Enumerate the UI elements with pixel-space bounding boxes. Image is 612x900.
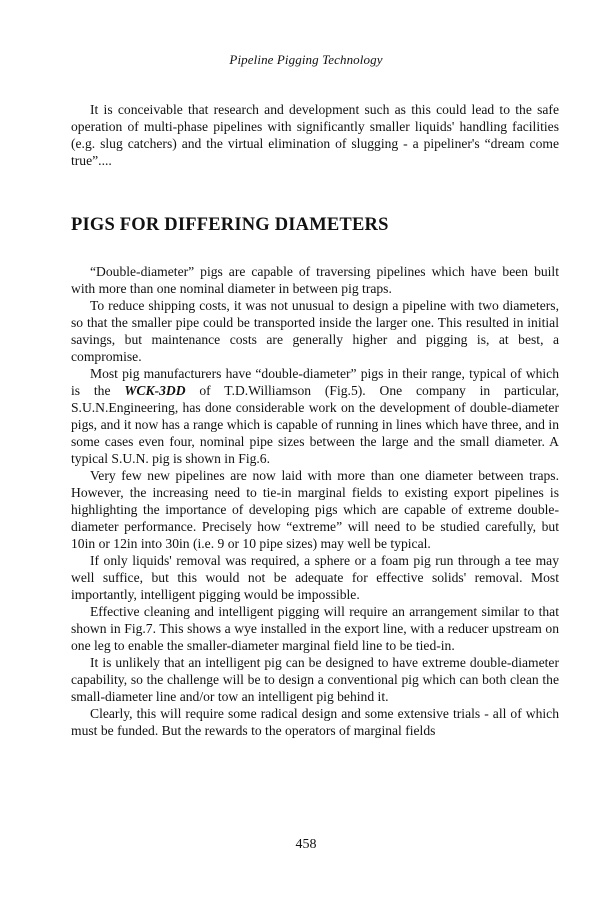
intro-text — [71, 101, 559, 169]
paragraph-4: Very few new pipelines are now laid with more than one diameter between traps. However, the increasing need to tie-in marginal fields to existing export pipelines is highlighting the importance of developing pigs which are capable of extreme double-diameter performance. Precisely how “extreme” will need to be studied carefully, but 10in or 12in into 30in (i.e. 9 or 10 pipe sizes) may well be typical. — [71, 468, 559, 551]
paragraph-2: To reduce shipping costs, it was not unusual to design a pipeline with two diameters, so that the smaller pipe could be transported inside the larger one. This resulted in initial savings, but maintenance costs are generally higher and pigging is, at best, a compromise. — [71, 298, 559, 364]
paragraph-3-lead: Most pig manufacturers have “double-diameter” pigs in their range, typical of which is the — [71, 366, 559, 398]
running-header: Pipeline Pigging Technology — [229, 52, 383, 67]
section-body — [71, 263, 559, 739]
paragraph-6: Effective cleaning and intelligent pigging will require an arrangement similar to that shown in Fig.7. This shows a wye installed in the export line, with a reducer upstream on one leg to enable the smaller-diameter marginal field line to be tied-in. — [71, 604, 559, 653]
paragraph-8: Clearly, this will require some radical design and some extensive trials - all of which must be funded. But the rewards to the operators of marginal fields — [71, 706, 559, 738]
intro-paragraph: It is conceivable that research and development such as this could lead to the safe operation of multi-phase pipelines with significantly smaller liquids' handling facilities (e.g. slug catchers) and the virtual elimination of slugging - a pipeliner's “dream come true”.... — [71, 102, 559, 168]
section-heading: PIGS FOR DIFFERING DIAMETERS — [71, 215, 389, 235]
page-number: 458 — [295, 837, 317, 852]
paragraph-3-rest: of T.D.Williamson (Fig.5). One company in particular, S.U.N.Engineering, has done considerable work on the development of double-diameter pigs, and it now has a range which is capable of running in lines which have three, and in some cases even four, nominal pipe sizes between the large and the small diameter. A typical S.U.N. pig is shown in Fig.6. — [71, 383, 559, 466]
paragraph-7: It is unlikely that an intelligent pig can be designed to have extreme double-diameter capability, so the challenge will be to design a conventional pig which can both clean the small-diameter line and/or tow an intelligent pig behind it. — [71, 655, 559, 704]
product-name: WCK-3DD — [124, 383, 186, 398]
paragraph-5: If only liquids' removal was required, a sphere or a foam pig run through a tee may well suffice, but this would not be adequate for effective solids' removal. Most importantly, intelligent pigging would be impossible. — [71, 553, 559, 602]
paragraph-1: “Double-diameter” pigs are capable of traversing pipelines which have been built with more than one nominal diameter in between pig traps. — [71, 264, 559, 296]
paragraph-3 — [71, 365, 559, 467]
